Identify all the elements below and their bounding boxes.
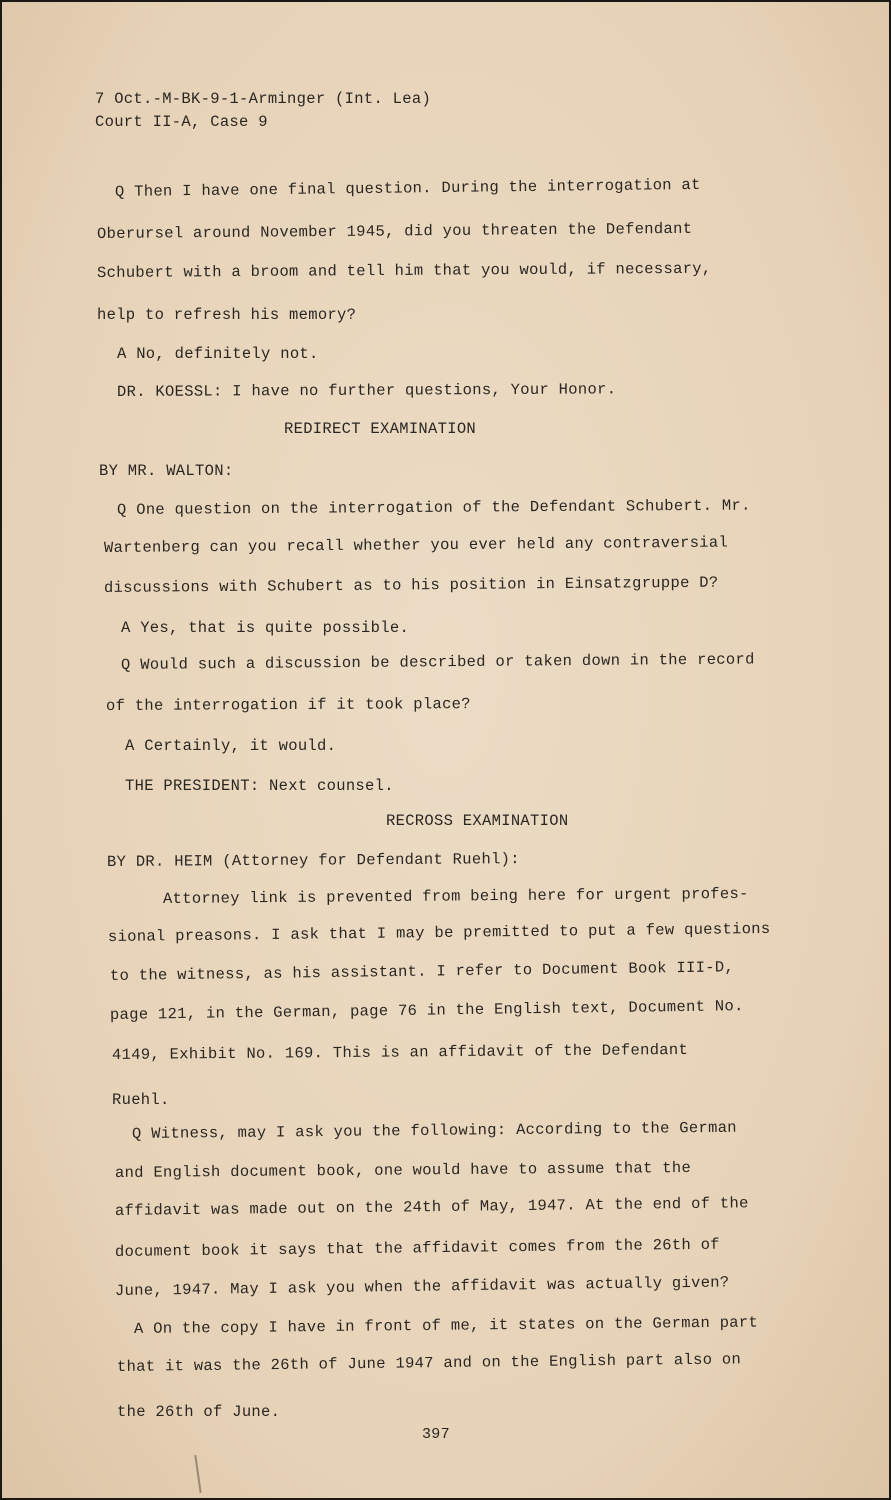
text-line: help to refresh his memory? <box>97 306 357 324</box>
text-line: of the interrogation if it took place? <box>105 695 471 715</box>
text-line: June, 1947. May I ask you when the affidavit was actually given? <box>114 1273 730 1300</box>
section-heading: REDIRECT EXAMINATION <box>284 420 477 438</box>
text-line: to the witness, as his assistant. I refer to Document Book III-D, <box>109 958 735 985</box>
text-line: DR. KOESSL: I have no further questions, Your Honor. <box>116 380 617 401</box>
text-line: A Yes, that is quite possible. <box>121 619 410 637</box>
page-number: 397 <box>422 1426 450 1443</box>
text-line: BY MR. WALTON: <box>99 462 234 480</box>
text-line: Q Then I have one final question. During the interrogation at <box>114 175 701 201</box>
text-line: Schubert with a broom and tell him that you would, if necessary, <box>96 259 712 282</box>
text-line: Q One question on the interrogation of the Defendant Schubert. Mr. <box>116 496 751 519</box>
text-line: Oberursel around November 1945, did you threaten the Defendant <box>96 219 693 243</box>
pencil-mark <box>194 1455 201 1493</box>
text-line: affidavit was made out on the 24th of May, 1947. At the end of the <box>114 1194 749 1220</box>
text-line: A No, definitely not. <box>117 345 319 363</box>
text-line: Attorney link is prevented from being here for urgent profes- <box>162 884 749 908</box>
text-line: Q Witness, may I ask you the following: According to the German <box>131 1118 737 1143</box>
text-line: that it was the 26th of June 1947 and on the English part also on <box>116 1350 742 1376</box>
text-line: page 121, in the German, page 76 in the English text, Document No. <box>109 997 744 1024</box>
text-line: A On the copy I have in front of me, it states on the German part <box>133 1313 759 1338</box>
text-line: and English document book, one would have to assume that the <box>114 1158 692 1182</box>
header-line-1: 7 Oct.-M-BK-9-1-Arminger (Int. Lea) <box>95 90 432 108</box>
text-line: THE PRESIDENT: Next counsel. <box>125 777 394 795</box>
header-line-2: Court II-A, Case 9 <box>95 113 268 131</box>
text-line: A Certainly, it would. <box>125 737 337 755</box>
text-line: Wartenberg can you recall whether you ever held any contraversial <box>103 533 729 557</box>
text-line: sional preasons. I ask that I may be premitted to put a few questions <box>107 919 771 946</box>
text-line: Q Would such a discussion be described or taken down in the record <box>120 650 755 674</box>
text-line: discussions with Schubert as to his position in Einsatzgruppe D? <box>103 573 719 597</box>
text-line: the 26th of June. <box>117 1403 281 1421</box>
text-line: BY DR. HEIM (Attorney for Defendant Ruehl): <box>106 850 520 871</box>
text-line: 4149, Exhibit No. 169. This is an affidavit of the Defendant <box>111 1040 689 1064</box>
text-line: Ruehl. <box>112 1091 170 1109</box>
text-line: document book it says that the affidavit comes from the 26th of <box>114 1235 720 1261</box>
section-heading: RECROSS EXAMINATION <box>386 812 569 830</box>
